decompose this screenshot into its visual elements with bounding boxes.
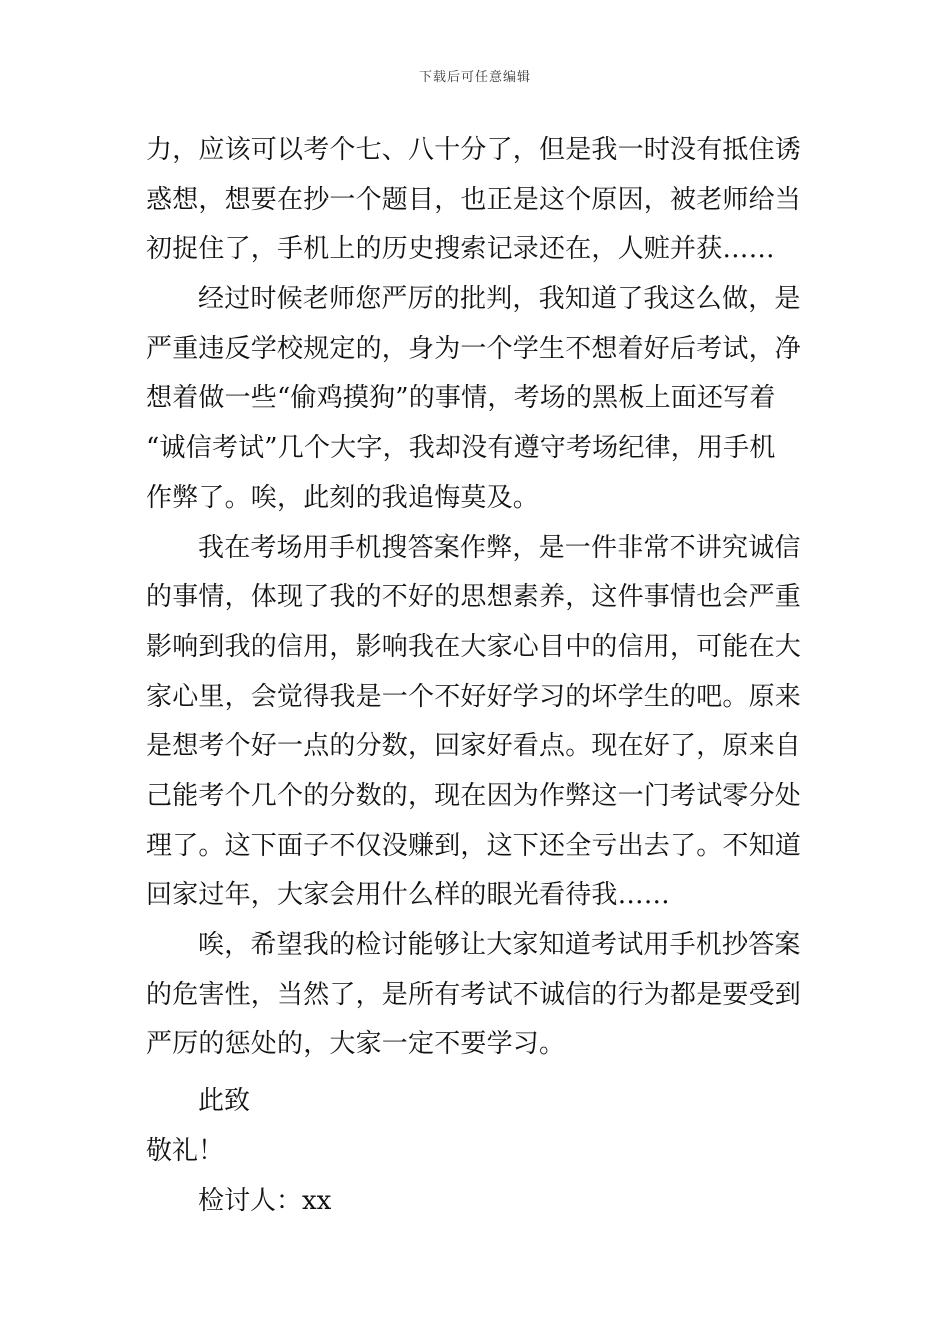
- text-line: 初捉住了，手机上的历史搜索记录还在，人赃并获……: [146, 234, 775, 265]
- closing-jingli: 敬礼！: [146, 1136, 225, 1166]
- text-line: 的危害性，当然了，是所有考试不诚信的行为都是要受到: [146, 979, 802, 1010]
- text-line: 回家过年，大家会用什么样的眼光看待我……: [146, 880, 671, 911]
- text-line: 己能考个几个的分数的，现在因为作弊这一门考试零分处: [146, 780, 802, 811]
- text-line: 作弊了。唉，此刻的我追悔莫及。: [146, 482, 540, 513]
- text-line: 是想考个好一点的分数，回家好看点。现在好了，原来自: [146, 731, 802, 762]
- text-line: 力，应该可以考个七、八十分了，但是我一时没有抵住诱: [146, 135, 802, 165]
- paragraph-start-line: 经过时候老师您严厉的批判，我知道了我这么做，是: [198, 284, 801, 315]
- header-note: 下载后可任意编辑: [418, 70, 531, 85]
- text-line: “诚信考试”几个大字，我却没有遵守考场纪律，用手机: [146, 433, 776, 464]
- paragraph-start-line: 我在考场用手机搜答案作弊，是一件非常不讲究诚信: [198, 532, 801, 563]
- text-line: 严厉的惩处的，大家一定不要学习。: [146, 1029, 566, 1060]
- closing-cizhi: 此致: [198, 1086, 251, 1116]
- text-line: 惑想，想要在抄一个题目，也正是这个原因，被老师给当: [146, 184, 802, 215]
- paragraph-start-line: 唉，希望我的检讨能够让大家知道考试用手机抄答案: [198, 930, 801, 960]
- signature-line: 检讨人：xx: [198, 1186, 332, 1216]
- text-line: 的事情，体现了我的不好的思想素养，这件事情也会严重: [146, 582, 802, 613]
- text-line: 影响到我的信用，影响我在大家心目中的信用，可能在大: [146, 631, 802, 662]
- letter-body: [146, 126, 806, 1070]
- text-line: 理了。这下面子不仅没赚到，这下还全亏出去了。不知道: [146, 830, 802, 861]
- text-line: 严重违反学校规定的，身为一个学生不想着好后考试，净: [146, 333, 802, 364]
- text-line: 家心里，会觉得我是一个不好好学习的坏学生的吧。原来: [146, 681, 802, 712]
- text-line: 想着做一些“偷鸡摸狗”的事情，考场的黑板上面还写着: [146, 383, 776, 414]
